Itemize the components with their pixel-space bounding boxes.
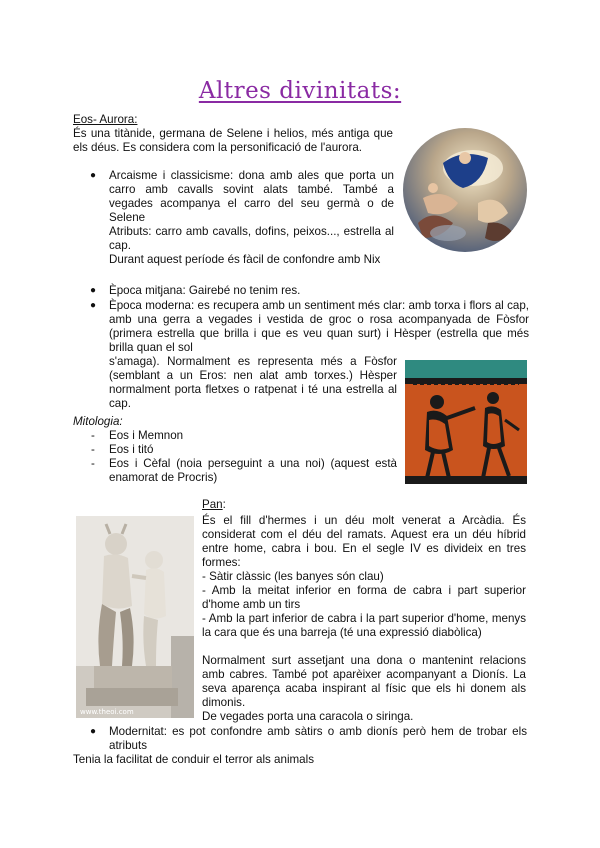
pan-statue-image — [76, 516, 194, 718]
dash-marker: - — [91, 457, 95, 470]
pan-statue-art — [76, 516, 194, 718]
bullet-dot: ● — [90, 285, 97, 296]
pan-closing: Tenia la facilitat de conduir el terror als animals — [73, 753, 315, 766]
bullet-dot: ● — [90, 170, 97, 181]
pan-description: Normalment surt assetjant una dona o mantenint relacions amb cabres. També pot aparèixer acompanyant a Dionís. La seva aparença acaba inspirant al físic que els hi donem als dimonis. — [202, 654, 526, 709]
eos-period-note: Durant aquest període és fàcil de confondre amb Nix — [109, 253, 381, 266]
eos-painting — [403, 128, 527, 252]
greek-vase-art — [405, 360, 527, 484]
pan-heading-colon: : — [222, 498, 226, 511]
dash-marker: - — [91, 429, 95, 442]
pan-intro: És el fill d'hermes i un déu molt venerat a Arcàdia. És considerat com el déu del ramats. Aquest era un déu híbrid entre home, cabra i bou. En el segle IV es divideix en tres formes: — [202, 514, 526, 569]
eos-heading: Eos- Aurora: — [73, 113, 138, 126]
eos-bullet-medieval: Època mitjana: Gairebé no tenim res. — [109, 284, 301, 297]
mythology-label: Mitologia: — [73, 415, 123, 428]
myth-item: Eos i Memnon — [109, 429, 184, 442]
eos-attributes: Atributs: carro amb cavalls, dofins, peixos..., estrella al cap. — [109, 225, 394, 252]
greek-vase-image — [405, 360, 527, 484]
myth-item: Eos i Cèfal (noia perseguint a una noi) (aquest està enamorat de Procris) — [109, 457, 397, 484]
pan-form-2: - Amb la meitat inferior en forma de cabra i part superior d'home amb un tirs — [202, 584, 526, 611]
bullet-dot: ● — [90, 726, 97, 737]
page-title: Altres divinitats: — [198, 78, 402, 104]
eos-bullet-modern-part2: s'amaga). Normalment es representa més a Fòsfor (semblant a un Eros: nen alat amb torxes.) Hèsper normalment porta fletxes o ratpenat i té una estrella al cap. — [109, 355, 397, 410]
pan-attribute-line: De vegades porta una caracola o siringa. — [202, 710, 414, 723]
pan-form-1: - Sàtir clàssic (les banyes són clau) — [202, 570, 384, 583]
eos-bullet-archaic: Arcaisme i classicisme: dona amb ales que porta un carro amb cavalls sovint alats també. També a vegades acompanya el carro del seu germà o de Selene — [109, 169, 394, 224]
dash-marker: - — [91, 443, 95, 456]
pan-form-3: - Amb la part inferior de cabra i la part superior d'home, menys la cara que és una barreja (té una expressió diabòlica) — [202, 612, 526, 639]
pan-modernity: Modernitat: es pot confondre amb sàtirs o amb dionís però hem de trobar els atributs — [109, 725, 527, 752]
pan-heading-line — [202, 498, 226, 512]
eos-intro: És una titànide, germana de Selene i helios, més antiga que els déus. Es considera com la personificació de l'aurora. — [73, 127, 393, 154]
image-watermark: www.theoi.com — [80, 708, 134, 716]
pan-heading: Pan — [202, 498, 223, 511]
bullet-dot: ● — [90, 300, 97, 311]
myth-item: Eos i titó — [109, 443, 154, 456]
eos-painting-art — [403, 128, 527, 252]
eos-bullet-modern-part1: Època moderna: es recupera amb un sentiment més clar: amb torxa i flors al cap, amb una gerra a vegades i vestida de groc o rosa acompanyada de Fòsfor (primera estrella que brilla i que es veu quan surt) i Hèsper (estrella que més brilla quan el sol — [109, 299, 529, 354]
